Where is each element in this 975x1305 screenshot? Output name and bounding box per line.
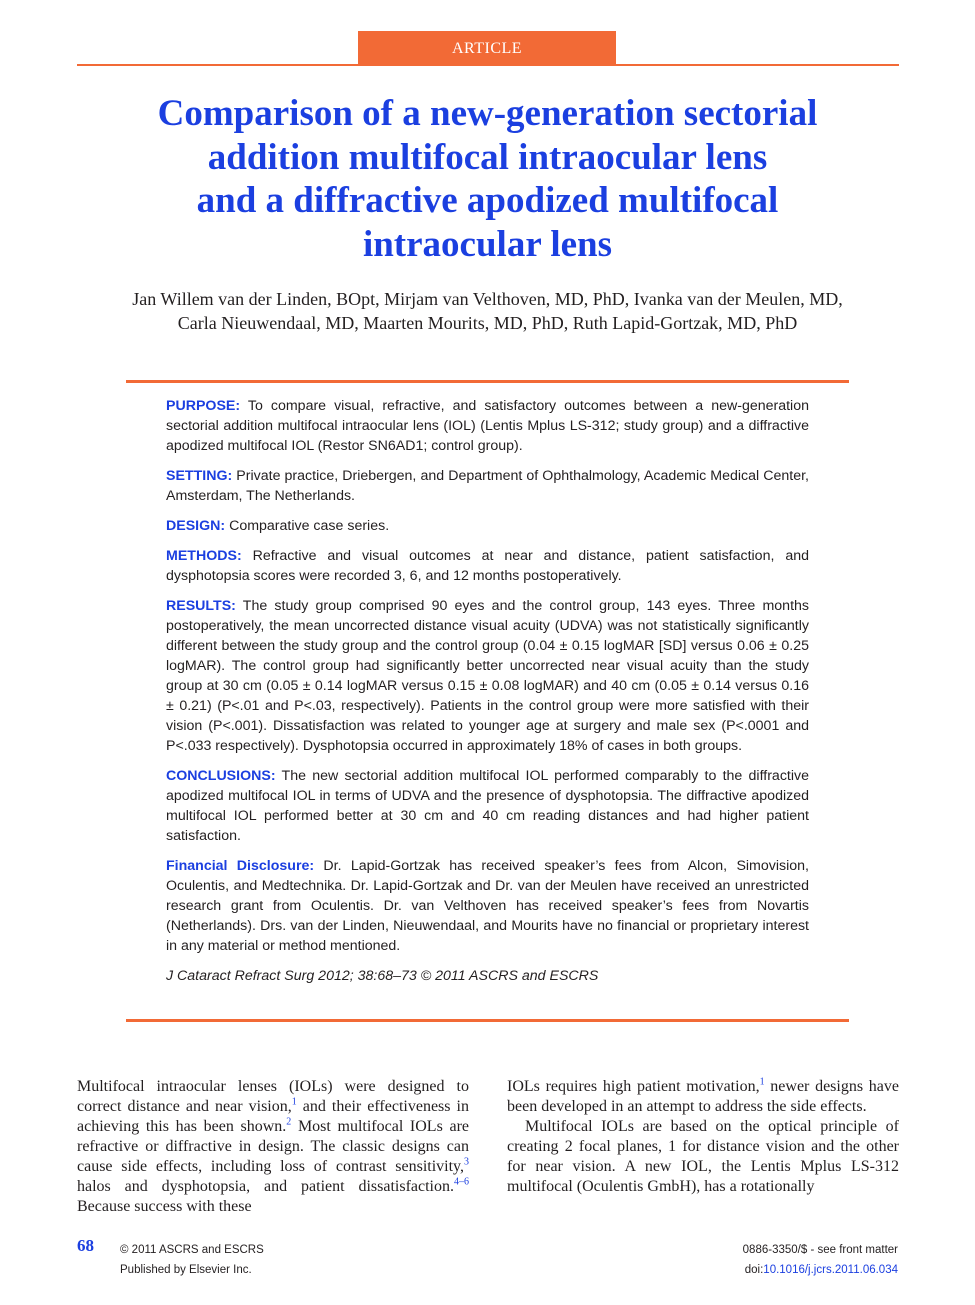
design-label: DESIGN: (166, 518, 226, 534)
body-text: Most multifocal IOLs are refractive or diffractive in design. The classic designs can cause side effects, including loss of contrast sensitivity, (77, 1118, 469, 1175)
title-line: and a diffractive apodized multifocal (196, 180, 779, 221)
journal-citation: J Cataract Refract Surg 2012; 38:68–73 © 2011 ASCRS and ESCRS (166, 968, 599, 984)
body-text: Because success with these (77, 1198, 252, 1215)
purpose-label: PURPOSE: (166, 398, 241, 414)
body-paragraph (77, 1077, 469, 1217)
methods-label: METHODS: (166, 548, 242, 564)
body-text: halos and dysphotopsia, and patient dissatisfaction. (77, 1178, 454, 1195)
abstract-disclosure (166, 856, 809, 956)
title-line: addition multifocal intraocular lens (207, 136, 768, 178)
title-line: intraocular lens (362, 223, 613, 265)
abstract-top-rule (126, 380, 849, 383)
reference-link[interactable]: 4–6 (454, 1176, 469, 1188)
methods-text: Refractive and visual outcomes at near and distance, patient satisfaction, and dysphotopsia scores were recorded 3, 6, and 12 months postoperatively. (166, 548, 809, 584)
footer-publisher: Published by Elsevier Inc. (120, 1264, 252, 1276)
doi-link[interactable]: 10.1016/j.jcrs.2011.06.034 (763, 1264, 898, 1276)
reference-link[interactable]: 2 (286, 1116, 292, 1128)
abstract-design (166, 516, 809, 536)
setting-text: Private practice, Driebergen, and Department of Ophthalmology, Academic Medical Center, Amsterdam, The Netherlands. (166, 468, 809, 504)
footer-left (120, 1240, 264, 1280)
body-text: Multifocal intraocular lenses (IOLs) were designed to correct distance and near vision, (77, 1078, 469, 1115)
footer-right (743, 1240, 898, 1280)
footer-copyright: © 2011 ASCRS and ESCRS (120, 1244, 264, 1256)
author-list (60, 287, 915, 335)
results-label: RESULTS: (166, 598, 236, 614)
abstract-methods (166, 546, 809, 586)
setting-label: SETTING: (166, 468, 233, 484)
results-text: The study group comprised 90 eyes and the control group, 143 eyes. Three months postoperatively, the mean uncorrected distance visual acuity (UDVA) was not statistically significantly different between the study group and the control group (0.04 ± 0.15 logMAR [SD] versus 0.06 ± 0.25 logMAR). The control group had significantly better uncorrected near visual acuity than the study group at 30 cm (0.05 ± 0.14 logMAR versus 0.15 ± 0.08 logMAR) and 40 cm (0.05 ± 0.14 versus 0.16 ± 0.21) (P<.01 and P<.03, respectively). Patients in the control group were more satisfied with their vision (P<.001). Dissatisfaction was related to younger age at surgery and male sex (P<.0001 and P<.033 respectively). Dysphotopsia occurred in approximately 18% of cases in both groups. (166, 598, 809, 754)
reference-link[interactable]: 3 (464, 1156, 469, 1168)
reference-link[interactable]: 1 (759, 1076, 765, 1088)
header-rule (77, 64, 899, 66)
body-text: and their effectiveness in achieving this has been shown. (77, 1098, 469, 1135)
body-text: IOLs requires high patient motivation, (507, 1078, 760, 1095)
doi-prefix: doi: (744, 1264, 764, 1276)
body-column-right (507, 1077, 899, 1197)
conclusions-text: The new sectorial addition multifocal IOL performed comparably to the diffractive apodized multifocal IOL in terms of UDVA and the presence of dysphotopsia. The diffractive apodized multifocal IOL performed better at 30 cm and 40 cm reading distances and had higher patient satisfaction. (166, 768, 809, 844)
conclusions-label: CONCLUSIONS: (166, 768, 276, 784)
disclosure-label: Financial Disclosure: (166, 858, 315, 874)
abstract-setting (166, 466, 809, 506)
body-column-left (77, 1077, 469, 1217)
abstract (166, 396, 809, 996)
section-tab: ARTICLE (358, 31, 616, 65)
article-title (100, 92, 875, 266)
purpose-text: To compare visual, refractive, and satisfactory outcomes between a new-generation sectorial addition multifocal intraocular lens (IOL) (Lentis Mplus LS-312; study group) and a diffractive apodized multifocal IOL (Restor SN6AD1; control group). (166, 398, 809, 454)
abstract-conclusions (166, 766, 809, 846)
body-text: newer designs have been developed in an attempt to address the side effects. (507, 1078, 899, 1115)
disclosure-text: Dr. Lapid-Gortzak has received speaker’s fees from Alcon, Simovision, Oculentis, and Medtechnika. Dr. Lapid-Gortzak and Dr. van der Meulen have received an unrestricted research grant from Oculentis. Dr. van Velthoven has received speaker’s fees from Novartis (Netherlands). Drs. van der Linden, Nieuwendaal, and Mourits have no financial or proprietary interest in any material or method mentioned. (166, 858, 809, 954)
footer-doi (743, 1260, 898, 1280)
page-number: 68 (77, 1236, 94, 1255)
reference-link[interactable]: 1 (291, 1096, 297, 1108)
body-paragraph (507, 1077, 899, 1117)
body-paragraph: Multifocal IOLs are based on the optical principle of creating 2 focal planes, 1 for distance vision and the other for near vision. A new IOL, the Lentis Mplus LS-312 multifocal (Oculentis GmbH), has a rotationally (507, 1118, 899, 1195)
abstract-results (166, 596, 809, 756)
author-line: Carla Nieuwendaal, MD, Maarten Mourits, MD, PhD, Ruth Lapid-Gortzak, MD, PhD (177, 313, 798, 333)
abstract-bottom-rule (126, 1019, 849, 1022)
author-line: Jan Willem van der Linden, BOpt, Mirjam van Velthoven, MD, PhD, Ivanka van der Meulen, MD, (132, 289, 843, 309)
design-text: Comparative case series. (225, 518, 390, 534)
footer-issn: 0886-3350/$ - see front matter (742, 1244, 898, 1256)
title-line: Comparison of a new-generation sectorial (157, 93, 818, 134)
abstract-purpose (166, 396, 809, 456)
